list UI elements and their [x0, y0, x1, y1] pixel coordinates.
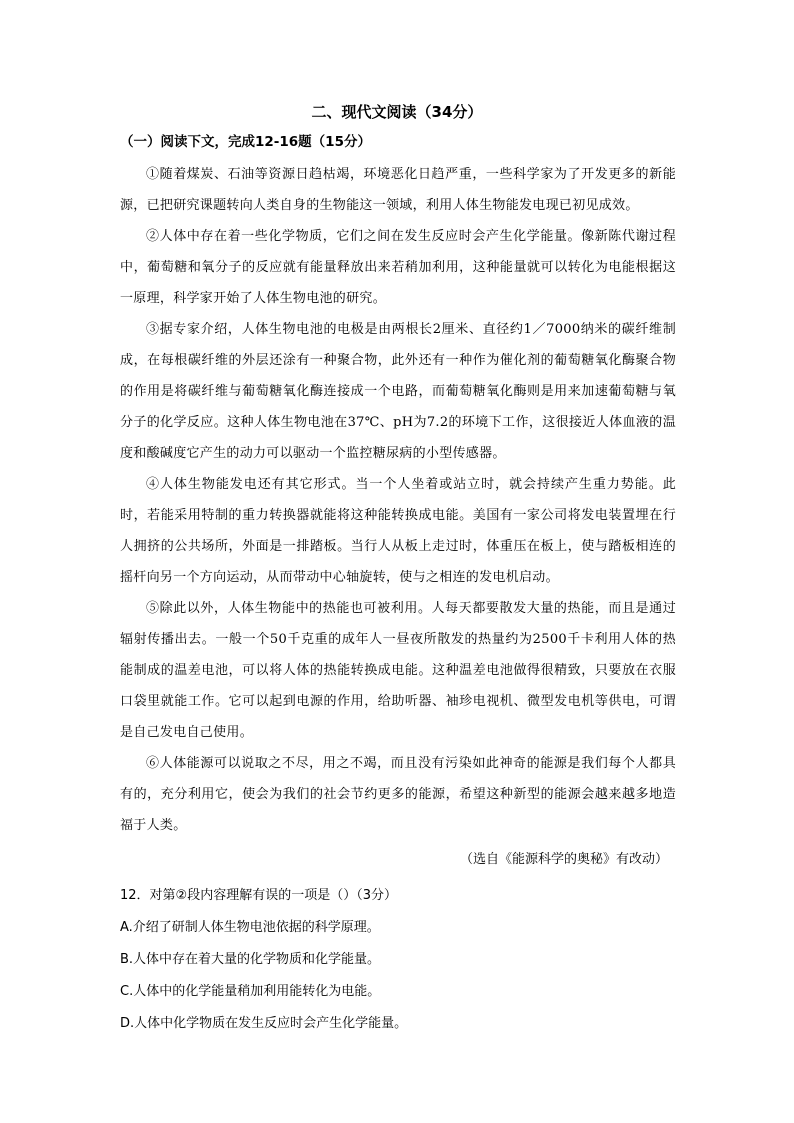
paragraph-2: ②人体中存在着一些化学物质，它们之间在发生反应时会产生化学能量。像新陈代谢过程中，葡萄糖和氧分子的反应就有能量释放出来若稍加利用，这种能量就可以转化为电能根据这一原理，科学家开始了人体生物电池的研究。 — [120, 229, 676, 306]
section-title: 二、现代文阅读（34分） — [311, 103, 483, 121]
passage-source: （选自《能源科学的奥秘》有改动） — [459, 852, 668, 867]
option-b: B.人体中存在着大量的化学物质和化学能量。 — [120, 952, 381, 967]
paragraph-4: ④人体生物能发电还有其它形式。当一个人坐着或站立时，就会持续产生重力势能。此时，若能采用特制的重力转换器就能将这种能转换成电能。美国有一家公司将发电装置埋在行人拥挤的公共场所，外面是一排踏板。当行人从板上走过时，体重压在板上，使与踏板相连的摇杆向另一个方向运动，从而带动中心轴旋转，使与之相连的发电机启动。 — [120, 477, 676, 585]
option-c: C.人体中的化学能量稍加利用能转化为电能。 — [120, 984, 381, 999]
question-12 — [120, 880, 680, 1040]
option-d: D.人体中化学物质在发生反应时会产生化学能量。 — [120, 1016, 408, 1031]
reading-passage — [120, 159, 676, 841]
paragraph-5: ⑤除此以外，人体生物能中的热能也可被利用。人每天都要散发大量的热能，而且是通过辐射传播出去。一般一个50千克重的成年人一昼夜所散发的热量约为2500千卡利用人体的热能制成的温差电池，可以将人体的热能转换成电能。这种温差电池做得很精致，只要放在衣服口袋里就能工作。它可以起到电源的作用，给助听器、袖珍电视机、微型发电机等供电，可谓是自己发电自己使用。 — [120, 601, 676, 740]
option-a: A.介绍了研制人体生物电池依据的科学原理。 — [120, 920, 380, 935]
paragraph-1: ①随着煤炭、石油等资源日趋枯竭，环境恶化日趋严重，一些科学家为了开发更多的新能源，已把研究课题转向人类自身的生物能这一领域，利用人体生物能发电现已初见成效。 — [120, 167, 676, 213]
passage-instruction: （一）阅读下文，完成12-16题（15分） — [120, 134, 371, 150]
paragraph-6: ⑥人体能源可以说取之不尽，用之不竭，而且没有污染如此神奇的能源是我们每个人都具有的，充分利用它，使会为我们的社会节约更多的能源，希望这种新型的能源会越来越多地造福于人类。 — [120, 756, 676, 833]
question-stem: 12．对第②段内容理解有误的一项是（）（3分） — [120, 888, 397, 903]
paragraph-3: ③据专家介绍，人体生物电池的电极是由两根长2厘米、直径约1／7000纳米的碳纤维制成，在每根碳纤维的外层还涂有一种聚合物，此外还有一种作为催化剂的葡萄糖氧化酶聚合物的作用是将碳纤维与葡萄糖氧化酶连接成一个电路，而葡萄糖氧化酶则是用来加速葡萄糖与氧分子的化学反应。这种人体生物电池在37℃、pH为7.2的环境下工作，这很接近人体血液的温度和酸碱度它产生的动力可以驱动一个监控糖尿病的小型传感器。 — [120, 322, 676, 461]
